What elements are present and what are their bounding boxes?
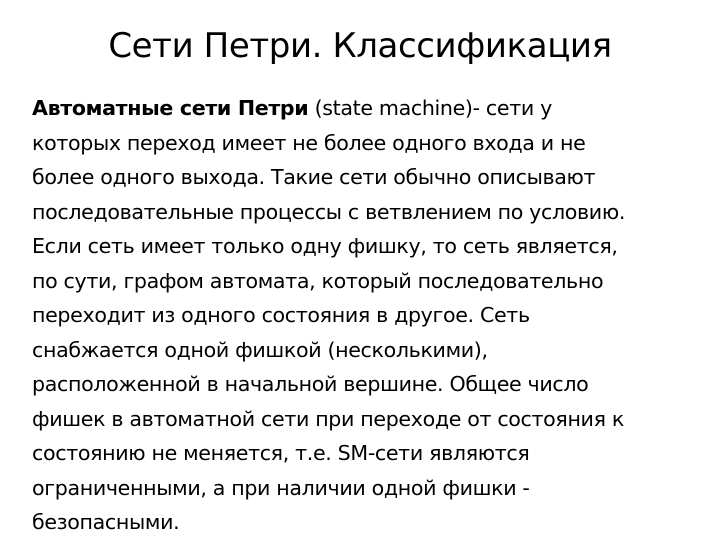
- body-line-3: более одного выхода. Такие сети обычно описывают: [32, 165, 596, 189]
- bold-term: Автоматные сети Петри: [32, 96, 309, 120]
- body-line-1-rest: (state machine)- сети у: [308, 96, 552, 120]
- body-line-1: [32, 91, 704, 126]
- body-line-13: безопасными.: [32, 510, 180, 534]
- body-line-12: ограниченными, а при наличии одной фишки -: [32, 475, 530, 500]
- body-line-8: снабжается одной фишкой (несколькими),: [32, 337, 488, 362]
- slide-title: Сети Петри. Классификация: [108, 26, 612, 66]
- body-line-6: по сути, графом автомата, который последовательно: [32, 268, 604, 293]
- slide-body-text: [32, 91, 704, 540]
- body-line-5: Если сеть имеет только одну фишку, то сеть является,: [32, 234, 618, 258]
- body-line-11: состоянию не меняется, т.е. SM-сети являются: [32, 441, 530, 465]
- body-line-2: которых переход имеет не более одного входа и не: [32, 130, 586, 155]
- body-line-9: расположенной в начальной вершине. Общее число: [32, 372, 589, 396]
- body-line-7: переходит из одного состояния в другое. Сеть: [32, 303, 530, 327]
- body-line-10: фишек в автоматной сети при переходе от состояния к: [32, 406, 624, 431]
- body-line-4: последовательные процессы с ветвлением по условию.: [32, 199, 626, 224]
